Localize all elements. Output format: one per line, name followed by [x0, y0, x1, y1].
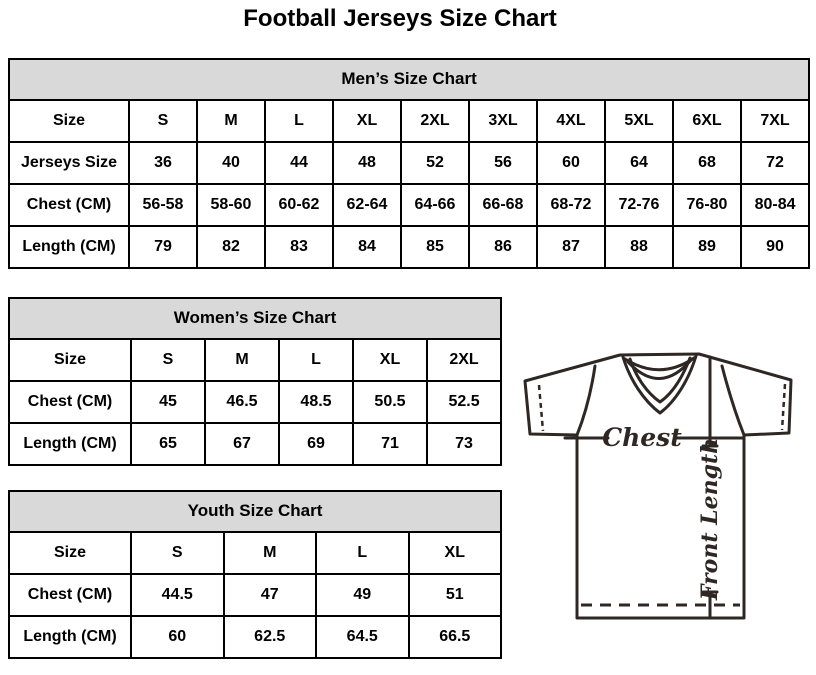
row-label: Jerseys Size	[9, 142, 129, 184]
table-cell: S	[129, 100, 197, 142]
table-cell: 69	[279, 423, 353, 465]
table-cell: 48.5	[279, 381, 353, 423]
womens-header-row	[9, 298, 501, 339]
chest-label: Chest	[602, 423, 682, 452]
table-cell: 64-66	[401, 184, 469, 226]
table-cell: 60-62	[265, 184, 333, 226]
table-cell: 68-72	[537, 184, 605, 226]
table-cell: 58-60	[197, 184, 265, 226]
youth-row-2	[9, 616, 501, 658]
table-cell: 3XL	[469, 100, 537, 142]
mens-row-2	[9, 184, 809, 226]
table-cell: 79	[129, 226, 197, 268]
mens-size-table	[8, 58, 810, 269]
row-label: Length (CM)	[9, 423, 131, 465]
table-cell: 76-80	[673, 184, 741, 226]
womens-row-0	[9, 339, 501, 381]
womens-size-table	[8, 297, 502, 466]
table-cell: 66.5	[409, 616, 502, 658]
youth-size-table	[8, 490, 502, 659]
table-cell: 56-58	[129, 184, 197, 226]
right-cuff-dashed-line	[782, 384, 785, 430]
table-cell: 47	[224, 574, 317, 616]
table-cell: 44.5	[131, 574, 224, 616]
mens-header-row	[9, 59, 809, 100]
mens-table-title: Men’s Size Chart	[9, 59, 809, 100]
table-cell: 48	[333, 142, 401, 184]
table-cell: 86	[469, 226, 537, 268]
table-cell: M	[205, 339, 279, 381]
table-cell: 85	[401, 226, 469, 268]
table-cell: 64	[605, 142, 673, 184]
mens-row-0	[9, 100, 809, 142]
row-label: Size	[9, 339, 131, 381]
table-cell: 90	[741, 226, 809, 268]
table-cell: 52	[401, 142, 469, 184]
row-label: Length (CM)	[9, 616, 131, 658]
row-label: Size	[9, 532, 131, 574]
front-length-label: Front Length	[697, 437, 723, 601]
table-cell: 51	[409, 574, 502, 616]
mens-row-3	[9, 226, 809, 268]
table-cell: 87	[537, 226, 605, 268]
table-cell: L	[265, 100, 333, 142]
table-cell: 88	[605, 226, 673, 268]
table-cell: 45	[131, 381, 205, 423]
row-label: Size	[9, 100, 129, 142]
row-label: Chest (CM)	[9, 381, 131, 423]
row-label: Chest (CM)	[9, 184, 129, 226]
page-title: Football Jerseys Size Chart	[243, 5, 557, 32]
table-cell: S	[131, 532, 224, 574]
table-cell: 62-64	[333, 184, 401, 226]
row-label: Length (CM)	[9, 226, 129, 268]
table-cell: 6XL	[673, 100, 741, 142]
table-cell: 2XL	[401, 100, 469, 142]
table-cell: 2XL	[427, 339, 501, 381]
table-cell: L	[279, 339, 353, 381]
table-cell: 66-68	[469, 184, 537, 226]
table-cell: 72-76	[605, 184, 673, 226]
left-cuff-dashed-line	[539, 385, 543, 431]
table-cell: 5XL	[605, 100, 673, 142]
table-cell: 80-84	[741, 184, 809, 226]
table-cell: 71	[353, 423, 427, 465]
table-cell: 44	[265, 142, 333, 184]
mens-row-1	[9, 142, 809, 184]
table-cell: 82	[197, 226, 265, 268]
table-cell: 89	[673, 226, 741, 268]
womens-row-2	[9, 423, 501, 465]
table-cell: 65	[131, 423, 205, 465]
table-cell: 49	[316, 574, 409, 616]
table-cell: 68	[673, 142, 741, 184]
table-cell: 7XL	[741, 100, 809, 142]
table-cell: XL	[333, 100, 401, 142]
table-cell: 46.5	[205, 381, 279, 423]
youth-row-1	[9, 574, 501, 616]
table-cell: 64.5	[316, 616, 409, 658]
table-cell: 62.5	[224, 616, 317, 658]
table-cell: 40	[197, 142, 265, 184]
youth-table-title: Youth Size Chart	[9, 491, 501, 532]
table-cell: 60	[131, 616, 224, 658]
table-cell: 56	[469, 142, 537, 184]
table-cell: 4XL	[537, 100, 605, 142]
table-cell: L	[316, 532, 409, 574]
table-cell: M	[197, 100, 265, 142]
womens-table-title: Women’s Size Chart	[9, 298, 501, 339]
table-cell: 83	[265, 226, 333, 268]
jersey-outline	[525, 354, 791, 618]
womens-row-1	[9, 381, 501, 423]
jersey-diagram	[513, 335, 816, 675]
left-armhole-seam	[577, 366, 595, 435]
table-cell: 67	[205, 423, 279, 465]
youth-header-row	[9, 491, 501, 532]
right-armhole-seam	[722, 366, 744, 435]
table-cell: M	[224, 532, 317, 574]
table-cell: 84	[333, 226, 401, 268]
table-cell: 60	[537, 142, 605, 184]
table-cell: 50.5	[353, 381, 427, 423]
row-label: Chest (CM)	[9, 574, 131, 616]
youth-row-0	[9, 532, 501, 574]
table-cell: 52.5	[427, 381, 501, 423]
table-cell: XL	[353, 339, 427, 381]
table-cell: 72	[741, 142, 809, 184]
table-cell: 73	[427, 423, 501, 465]
table-cell: 36	[129, 142, 197, 184]
table-cell: XL	[409, 532, 502, 574]
table-cell: S	[131, 339, 205, 381]
